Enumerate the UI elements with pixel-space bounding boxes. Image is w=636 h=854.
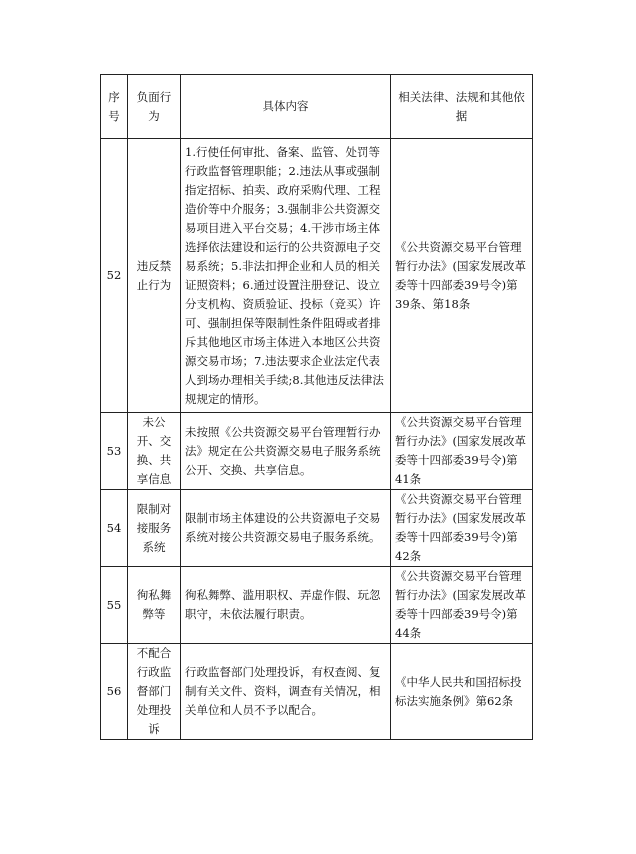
row-number: 55 bbox=[101, 567, 128, 644]
row-number: 54 bbox=[101, 490, 128, 567]
row-number: 53 bbox=[101, 413, 128, 490]
row-act: 限制对接服务系统 bbox=[128, 490, 181, 567]
header-basis: 相关法律、法规和其他依据 bbox=[391, 75, 533, 139]
row-content: 徇私舞弊、滥用职权、弄虚作假、玩忽职守，未依法履行职责。 bbox=[181, 567, 391, 644]
header-no: 序号 bbox=[101, 75, 128, 139]
header-act: 负面行为 bbox=[128, 75, 181, 139]
negative-list-table bbox=[100, 74, 533, 740]
row-basis: 《公共资源交易平台管理暂行办法》(国家发展改革委等十四部委39号令)第39条、第18条 bbox=[391, 139, 533, 413]
table-row bbox=[101, 644, 533, 740]
row-act: 违反禁止行为 bbox=[128, 139, 181, 413]
row-basis: 《中华人民共和国招标投标法实施条例》第62条 bbox=[391, 644, 533, 740]
row-content: 行政监督部门处理投诉，有权查阅、复制有关文件、资料，调查有关情况，相关单位和人员不予以配合。 bbox=[181, 644, 391, 740]
row-content: 限制市场主体建设的公共资源电子交易系统对接公共资源交易电子服务系统。 bbox=[181, 490, 391, 567]
row-number: 52 bbox=[101, 139, 128, 413]
row-act: 未公开、交换、共享信息 bbox=[128, 413, 181, 490]
table-row bbox=[101, 490, 533, 567]
table-header-row bbox=[101, 75, 533, 139]
row-basis: 《公共资源交易平台管理暂行办法》(国家发展改革委等十四部委39号令)第42条 bbox=[391, 490, 533, 567]
row-content: 1.行使任何审批、备案、监管、处罚等行政监督管理职能；2.违法从事或强制指定招标、拍卖、政府采购代理、工程造价等中介服务；3.强制非公共资源交易项目进入平台交易；4.干涉市场主体选择依法建设和运行的公共资源电子交易系统；5.非法扣押企业和人员的相关证照资料；6.通过设置注册登记、设立分支机构、资质验证、投标（竞买）许可、强制担保等限制性条件阻碍或者排斥其他地区市场主体进入本地区公共资源交易市场；7.违法要求企业法定代表人到场办理相关手续;8.其他违反法律法规规定的情形。 bbox=[181, 139, 391, 413]
table-row bbox=[101, 413, 533, 490]
table-row bbox=[101, 139, 533, 413]
row-number: 56 bbox=[101, 644, 128, 740]
row-act: 不配合行政监督部门处理投诉 bbox=[128, 644, 181, 740]
row-content: 未按照《公共资源交易平台管理暂行办法》规定在公共资源交易电子服务系统公开、交换、共享信息。 bbox=[181, 413, 391, 490]
row-basis: 《公共资源交易平台管理暂行办法》(国家发展改革委等十四部委39号令)第41条 bbox=[391, 413, 533, 490]
row-act: 徇私舞弊等 bbox=[128, 567, 181, 644]
table-row bbox=[101, 567, 533, 644]
row-basis: 《公共资源交易平台管理暂行办法》(国家发展改革委等十四部委39号令)第44条 bbox=[391, 567, 533, 644]
header-content: 具体内容 bbox=[181, 75, 391, 139]
